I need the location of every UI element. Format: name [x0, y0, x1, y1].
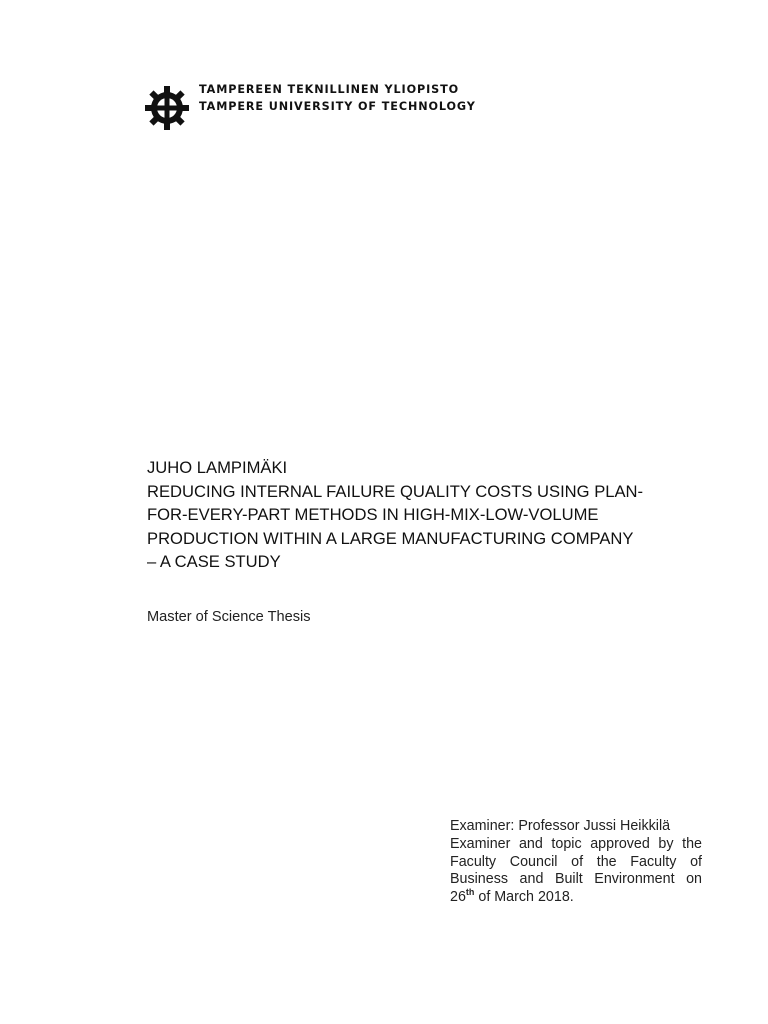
title-line: – A CASE STUDY [147, 552, 281, 572]
thesis-title-block [147, 456, 707, 574]
title-line: PRODUCTION WITHIN A LARGE MANUFACTURING COMPANY [147, 528, 634, 548]
thesis-type: Master of Science Thesis [147, 609, 311, 625]
examiner-block [450, 818, 702, 907]
examiner-line: Examiner: Professor Jussi Heikkilä [450, 818, 671, 834]
author-name: JUHO LAMPIMÄKI [147, 458, 288, 477]
university-name-english: TAMPERE UNIVERSITY OF TECHNOLOGY [199, 100, 476, 113]
title-line: FOR-EVERY-PART METHODS IN HIGH-MIX-LOW-VOLUME [147, 505, 599, 525]
university-names [199, 82, 476, 115]
date-day: 26 [450, 889, 466, 906]
examiner-line: Examiner and topic approved by the [450, 835, 702, 852]
title-line: REDUCING INTERNAL FAILURE QUALITY COSTS USING PLAN- [147, 481, 644, 501]
examiner-line: Faculty Council of the Faculty of [450, 853, 702, 870]
date-suffix: th [465, 887, 475, 898]
university-gear-logo-icon [145, 86, 189, 130]
university-name-finnish: TAMPEREEN TEKNILLINEN YLIOPISTO [199, 83, 460, 96]
examiner-line: Business and Built Environment on [450, 871, 702, 888]
approval-date [450, 889, 702, 907]
date-rest: of March 2018. [474, 889, 574, 906]
